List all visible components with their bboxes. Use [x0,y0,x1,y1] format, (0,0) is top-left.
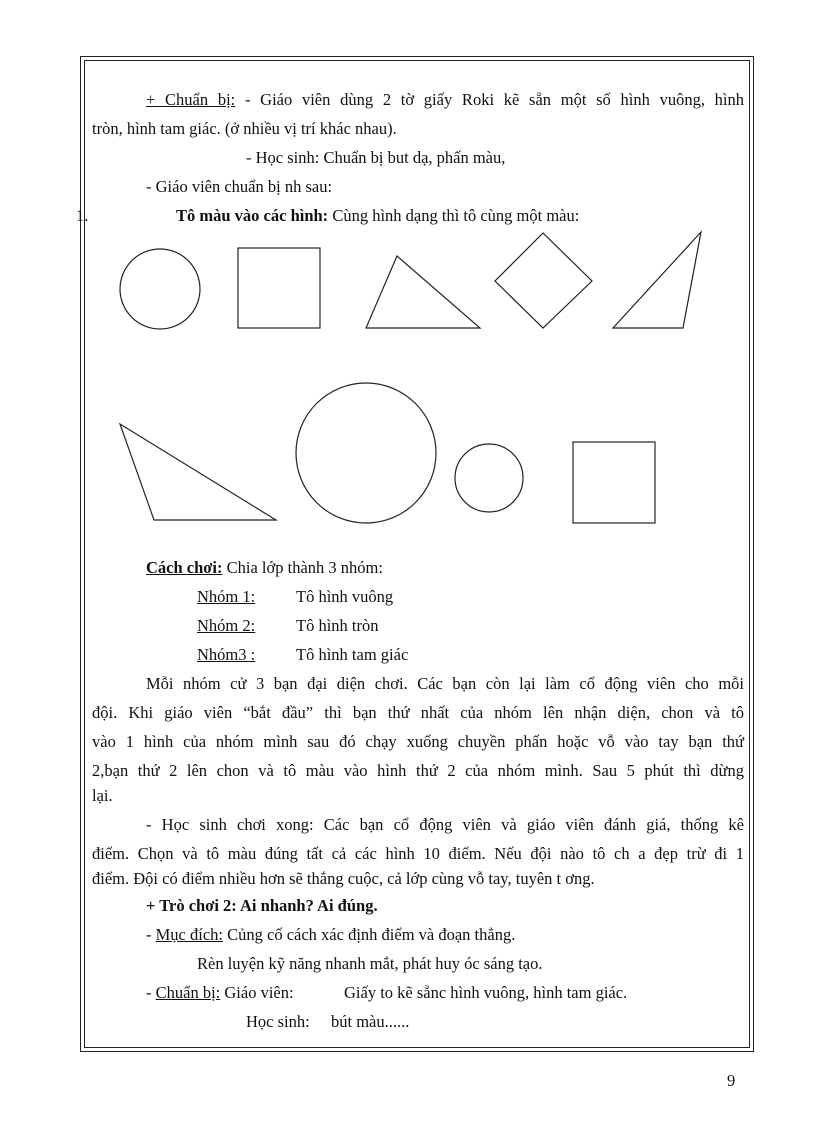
shape-triangle-3 [120,424,276,520]
goal-label: Mục đích: [155,925,223,944]
howto-label: Cách chơi: [146,558,223,577]
prep-students: - Học sinh: Chuẩn bị but dạ, phấn màu, [246,148,506,167]
section-rest: Cùng hình dạng thì tô cùng một màu: [328,206,580,225]
para1-line-1: Mỗi nhóm cử 3 bạn đại diện chơi. Các bạn còn lại làm cổ động viên cho mỗi [146,674,744,693]
prep-label: + Chuẩn bị: [146,90,236,109]
page-number: 9 [727,1071,736,1090]
shape-circle-1 [120,249,200,329]
game2-prep: - Chuẩn bị: Giáo viên: [146,983,294,1002]
shape-square-1 [238,248,320,328]
game2-goal: - Mục đích: Củng cố cách xác định điểm và đoạn thẳng. [146,925,516,944]
para2-line-3: điểm. Đội có điểm nhiều hơn sẽ thắng cuộc, cả lớp cùng vỗ tay, tuyên t ơng. [92,869,595,888]
para1-line-3: vào 1 hình của nhóm mình sau đó chạy xuống chuyền phấn hoặc vỗ vào tay bạn thứ [92,732,744,751]
howto-line: Cách chơi: Chia lớp thành 3 nhóm: [146,558,383,577]
game2-prep-student: Học sinh: [246,1012,310,1031]
game2-prep-teacher-value: Giấy to kẽ sẵnc hình vuông, hình tam giác. [344,983,628,1002]
para1-line-5: lại. [92,786,113,805]
prep-teacher: - Giáo viên chuẩn bị nh sau: [146,177,333,196]
para1-line-2: đội. Khi giáo viên “bắt đầu” thì bạn thứ nhất của nhóm lên nhận diện, chon và tô [92,703,744,722]
shape-square-2 [573,442,655,523]
group-3-task: Tô hình tam giác [296,645,409,664]
para1-line-4: 2,bạn thứ 2 lên chon và tô màu vào hình thứ 2 của nhóm mình. Sau 5 phút thì dừng [92,761,744,780]
shape-triangle-2 [613,232,701,328]
group-3-name: Nhóm3 : [197,645,256,664]
section-number: 1. [76,206,89,225]
group-2-task: Tô hình tròn [296,616,379,635]
shape-triangle-1 [366,256,480,328]
prep-line-2: tròn, hình tam giác. (ở nhiều vị trí khác nhau). [92,119,397,138]
game2-title: + Trò chơi 2: Ai nhanh? Ai đúng. [146,896,378,915]
prep-line-1: + Chuẩn bị: - Giáo viên dùng 2 tờ giấy Roki kẽ sẵn một số hình vuông, hình [146,90,745,109]
shape-diamond [495,233,592,328]
group-1-name: Nhóm 1: [197,587,256,606]
shape-circle-3 [455,444,523,512]
group-1-task: Tô hình vuông [296,587,394,606]
section-title: Tô màu vào các hình: [176,206,329,225]
shape-circle-2 [296,383,436,523]
para2-line-1: - Học sinh chơi xong: Các bạn cổ động viên và giáo viên đánh giá, thống kê [146,815,744,834]
game2-prep-label: Chuẩn bị: [155,983,221,1002]
game2-prep-student-value: bút màu...... [331,1012,410,1031]
game2-goal-line-2: Rèn luyện kỹ năng nhanh mắt, phát huy óc sáng tạo. [197,954,543,973]
para2-line-2: điểm. Chọn và tô màu đúng tất cả các hình 10 điểm. Nếu đội nào tô ch a đẹp trừ đi 1 [92,844,744,863]
group-2-name: Nhóm 2: [197,616,256,635]
